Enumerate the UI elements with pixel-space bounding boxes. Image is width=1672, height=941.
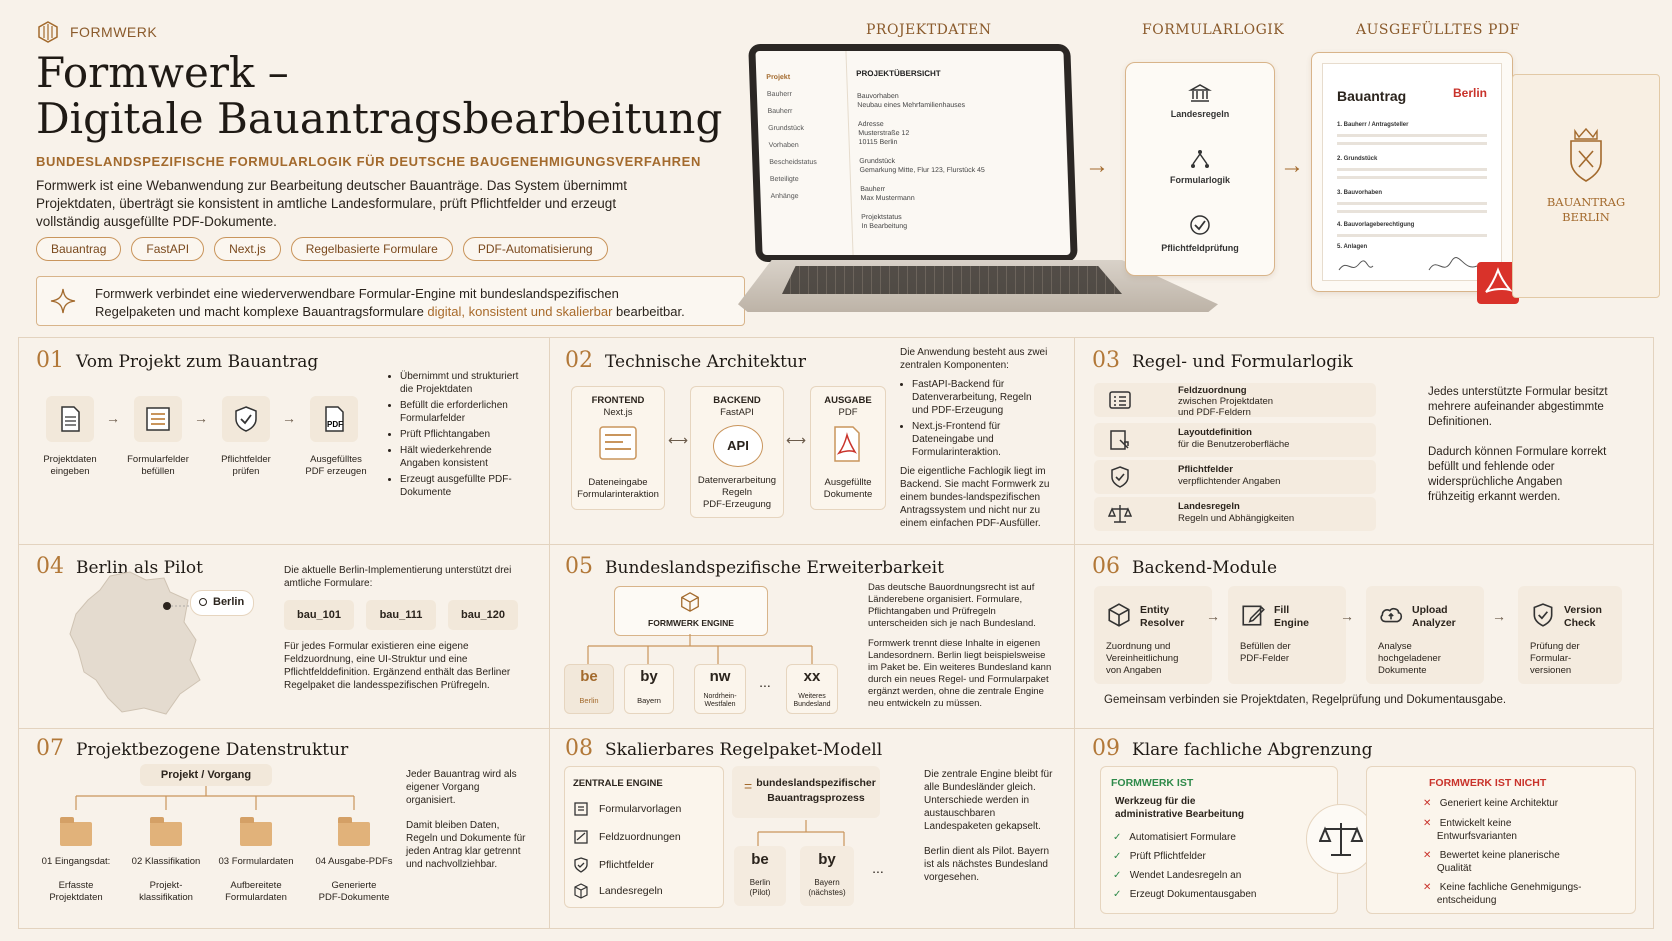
folder-caption: 02 Klassifikation Projekt- klassifikation	[131, 856, 201, 903]
sidebar-item[interactable]: Vorhaben	[768, 142, 799, 149]
more-states-dots: ...	[872, 860, 884, 876]
module-arrow: →	[1340, 608, 1354, 624]
flow-label-projektdaten: PROJEKTDATEN	[866, 22, 992, 38]
cloud-upload-icon	[1378, 602, 1404, 628]
engine-tree-lines	[560, 634, 850, 664]
formwerk-is-box: FORMWERK IST Werkzeug für die administrative Bearbeitung ✓ Automatisiert Formulare ✓ Prüft Pflichtfelder ✓ Wendet Landesregeln an ✓ Erzeugt Dokumentausgaben	[1100, 766, 1338, 914]
pdf-section: 1. Bauherr / Antragsteller	[1337, 122, 1409, 128]
step-icon-box	[310, 396, 358, 442]
module-arrow: →	[1492, 608, 1506, 624]
section-title-09: 09 Klare fachliche Abgrenzung	[1092, 736, 1373, 761]
laptop-keyboard	[782, 266, 1122, 294]
folder-caption: 03 Formulardaten Aufbereitete Formulardaten	[218, 856, 294, 903]
document-icon	[54, 403, 86, 435]
section-title-05: 05 Bundeslandspezifische Erweiterbarkeit	[565, 554, 944, 579]
folder-icon	[60, 822, 92, 846]
module-card-entity-resolver: Entity Resolver Zuordnung und Vereinheitlichung von Angaben	[1094, 586, 1212, 684]
step-icon-box	[46, 396, 94, 442]
section-title-03: 03 Regel- und Formularlogik	[1092, 348, 1353, 373]
laptop-screen	[748, 44, 1078, 262]
sparkle-icon	[49, 287, 77, 315]
logic-item: Pflichtfeldprüfung	[1161, 243, 1239, 253]
signature-icon	[1337, 254, 1487, 276]
svg-text:PDF: PDF	[327, 420, 343, 429]
crest-icon	[1563, 127, 1609, 183]
formwerk-is-not-box: FORMWERK IST NICHT ✕ Generiert keine Architektur ✕ Entwickelt keine Entwurfsvarianten ✕ Bewertet keine planerische Qualität ✕ Keine fachliche Genehmigungs- entscheidung	[1366, 766, 1636, 914]
brand	[36, 20, 157, 44]
sidebar-item[interactable]: Bescheidstatus	[769, 159, 817, 166]
formwerk-logo-icon	[36, 20, 60, 44]
step-icon-box	[222, 396, 270, 442]
pdf-section: 3. Bauvorhaben	[1337, 190, 1383, 196]
sidebar-item[interactable]: Projekt	[766, 74, 791, 81]
step-caption: Formularfelder befüllen	[127, 454, 189, 477]
rule-row: Pflichtfelder verpflichtender Angaben	[1094, 460, 1376, 494]
pdf-icon	[829, 425, 865, 463]
arch-backend-card: BACKEND FastAPI API Datenverarbeitung Regeln PDF-Erzeugung	[690, 386, 784, 518]
flow-arrow: →	[1280, 152, 1304, 179]
state-card-xx: xx Weiteres Bundesland	[786, 664, 838, 714]
germany-map	[60, 570, 208, 718]
cube-icon	[679, 591, 701, 613]
pdf-title: Bauantrag	[1337, 88, 1407, 104]
section-title-08: 08 Skalierbares Regelpaket-Modell	[565, 736, 883, 761]
form-pill[interactable]: bau_120	[448, 600, 518, 630]
form-pill[interactable]: bau_111	[366, 600, 436, 630]
sidebar-item[interactable]: Bauherr	[767, 108, 793, 115]
step-arrow: →	[194, 410, 208, 426]
arch-arrow: ⟷	[786, 432, 807, 448]
module-card-version-check: Version Check Prüfung der Formular- versionen	[1518, 586, 1622, 684]
api-icon: API	[713, 425, 763, 467]
engine-box: FORMWERK ENGINE	[614, 586, 768, 636]
s04-text2: Für jedes Formular existieren eine eigene Feldzuordnung, eine UI-Struktur und eine Pflichtfelddefinition. Ergänzend enthält das Berliner Regelpaket die landesspezifischen Prüfregeln.	[284, 641, 511, 691]
project-overview: PROJEKTÜBERSICHT Bauvorhaben Neubau eines Mehrfamilienhauses Adresse Musterstraße 12 10115 Berlin Grundstück Gemarkung Mitte, Flur 123, Flurstück 45 Bauherr Max Mustermann Projektstatus In Bearbeitung	[856, 69, 986, 230]
form-icon	[142, 403, 174, 435]
edit-icon	[1240, 602, 1266, 628]
cube-icon	[1106, 602, 1132, 628]
section-title-04: 04 Berlin als Pilot	[36, 554, 203, 579]
berlin-seal	[1512, 74, 1660, 298]
folder-caption: 04 Ausgabe-PDFs Generierte PDF-Dokumente	[315, 856, 393, 903]
layout-icon	[1108, 428, 1132, 452]
folder-icon	[338, 822, 370, 846]
module-card-upload-analyzer: Upload Analyzer Analyse hochgeladener Dokumente	[1366, 586, 1484, 684]
s04-text1: Die aktuelle Berlin-Implementierung unterstützt drei amtliche Formulare:	[284, 565, 512, 589]
s07-text: Jeder Bauantrag wird als eigener Vorgang organisiert. Damit bleiben Daten, Regeln und Dokumente für jeden Antrag klar getrennt und nachvollziehbar.	[406, 769, 526, 870]
sidebar-item[interactable]: Grundstück	[768, 125, 805, 132]
step-caption: Pflichtfelder prüfen	[221, 454, 271, 477]
flow-arrow: →	[1085, 152, 1109, 179]
step-arrow: →	[282, 410, 296, 426]
scale-icon	[1108, 502, 1132, 526]
berlin-marker: Berlin	[190, 590, 254, 616]
arch-output-card: AUSGABE PDF Ausgefüllte Dokumente	[810, 386, 886, 510]
tag[interactable]: FastAPI	[131, 237, 204, 261]
page-subtitle: BUNDESLANDSPEZIFISCHE FORMULARLOGIK FÜR DEUTSCHE BAUGENEHMIGUNGSVERFAHREN	[36, 154, 701, 169]
folder-icon	[150, 822, 182, 846]
callout-text: Formwerk verbindet eine wiederverwendbare Formular-Engine mit bundeslandspezifischen Regelpaketen und macht komplexe Bauantragsformulare digital, konsistent und skalierbar bearbeitbar.	[95, 286, 685, 319]
tag-list	[36, 237, 608, 261]
branch-icon	[1188, 147, 1212, 171]
logic-item: Formularlogik	[1169, 175, 1230, 185]
tag[interactable]: Bauantrag	[36, 237, 121, 261]
folder-caption: 01 Eingangsdat: Erfasste Projektdaten	[41, 856, 111, 903]
callout-box	[36, 276, 745, 326]
rule-row: Feldzuordnung zwischen Projektdaten und PDF-Feldern	[1094, 383, 1376, 417]
step-arrow: →	[106, 410, 120, 426]
form-icon	[573, 829, 589, 845]
s06-footer: Gemeinsam verbinden sie Projektdaten, Regelprüfung und Dokumentausgabe.	[1104, 694, 1507, 706]
s05-text: Das deutsche Bauordnungsrecht ist auf Länderebene organisiert. Formulare, Pflichtangaben und Prüfregeln unterscheiden sich je nach Bundesland. Formwerk trennt diese Inhalte in eigenen Landesordnern. Berlin liegt beispielsweise im Paket be. Ein weiteres Bundesland kann durch ein neues Regel- und Formularpaket ergänzt werden, ohne die zentrale Engine neu entwickeln zu müssen.	[868, 582, 1052, 709]
module-arrow: →	[1206, 608, 1220, 624]
pdf-section: 5. Anlagen	[1337, 244, 1368, 250]
shield-check-icon	[573, 857, 589, 873]
state-card-be: be Berlin	[564, 664, 614, 714]
shield-check-icon	[1530, 602, 1556, 628]
bank-icon	[1188, 81, 1212, 105]
module-card-fill-engine: Fill Engine Befüllen der PDF-Felder	[1228, 586, 1346, 684]
form-pill[interactable]: bau_101	[284, 600, 354, 630]
state-card-by: by Bayern	[624, 664, 674, 714]
flow-label-formularlogik: FORMULARLOGIK	[1142, 22, 1285, 38]
logic-card	[1125, 62, 1275, 276]
tag[interactable]: PDF-Automatisierung	[463, 237, 608, 261]
rule-row: Landesregeln Regeln und Abhängigkeiten	[1094, 497, 1376, 531]
seal-text: BAUANTRAG BERLIN	[1546, 195, 1626, 224]
intro-text: Formwerk ist eine Webanwendung zur Bearbeitung deutscher Bauanträge. Das System übernimmt Projektdaten, überträgt sie konsistent in amtliche Landesformulare, prüft Pflichtfelder und erzeugt vollständig ausgefüllte PDF-Dokumente.	[36, 178, 628, 229]
scale-icon	[1319, 817, 1363, 861]
brand-name: FORMWERK	[70, 24, 158, 40]
section-title-06: 06 Backend-Module	[1092, 554, 1278, 579]
sidebar-item[interactable]: Anhänge	[770, 193, 799, 200]
sidebar-item[interactable]: Beteiligte	[769, 176, 799, 183]
shield-check-icon	[230, 403, 262, 435]
layout-icon	[1108, 388, 1132, 412]
app-sidebar	[755, 51, 853, 255]
arch-arrow: ⟷	[668, 432, 689, 448]
pdf-icon	[318, 403, 350, 435]
s02-text: Die Anwendung besteht aus zwei zentralen Komponenten: • FastAPI-Backend für Datenverarbeitung, Regeln und PDF-Erzeugung • Next.js-Frontend für Dateneingabe und Formularinteraktion. Die eigentliche Fachlogik liegt im Backend. Sie macht Formwerk zu einem bundes-landspezifischen Antragssystem und nicht nur zu einem einfachen PDF-Ausfüller.	[900, 346, 1050, 530]
layout-icon	[573, 801, 589, 817]
more-states-dots: ...	[759, 674, 771, 690]
check-circle-icon	[1188, 213, 1212, 237]
s08-text: Die zentrale Engine bleibt für alle Bundesländer gleich. Unterschiede werden in austauschbaren Landespaketen gekapselt. Berlin dient als Pilot. Bayern ist als nächstes Bundesland vorgesehen.	[924, 769, 1053, 883]
page-title: Formwerk – Digitale Bauantragsbearbeitung	[36, 48, 723, 143]
project-root: Projekt / Vorgang	[140, 764, 272, 786]
shield-check-icon	[1108, 465, 1132, 489]
cube-icon	[573, 883, 589, 899]
core-engine-box: ZENTRALE ENGINE Formularvorlagen Feldzuordnungen Pflichtfelder Landesregeln	[564, 766, 724, 908]
pdf-city: Berlin	[1452, 86, 1487, 100]
step-icon-box	[134, 396, 182, 442]
state-package-box: = bundeslandspezifischer Bauantragsprozess	[732, 766, 880, 818]
folder-tree-lines	[60, 786, 380, 810]
folder-icon	[240, 822, 272, 846]
tag[interactable]: Regelbasierte Formulare	[291, 237, 453, 261]
s01-bullets: • Übernimmt und strukturiert die Projektdaten • Befüllt die erforderlichen Formularfelder • Prüft Pflichtangaben • Hält wiederkehrende Angaben konsistent • Erzeugt ausgefüllte PDF-Dokumente	[388, 370, 528, 502]
section-title-07: 07 Projektbezogene Datenstruktur	[36, 736, 349, 761]
package-tree-lines	[740, 820, 880, 846]
rule-row: Layoutdefinition für die Benutzeroberfläche	[1094, 423, 1376, 457]
state-card-nw: nw Nordrhein-Westfalen	[694, 664, 746, 714]
s03-text: Jedes unterstützte Formular besitzt mehrere aufeinander abgestimmte Definitionen. Dadurch können Formulare korrekt befüllt und fehlende oder widersprüchliche Angaben frühzeitig erkannt werden.	[1428, 386, 1608, 503]
section-title-01: 01 Vom Projekt zum Bauantrag	[36, 348, 319, 373]
columns-icon	[598, 425, 638, 461]
pdf-section: 2. Grundstück	[1337, 156, 1378, 162]
filled-pdf-preview	[1311, 52, 1513, 292]
arch-frontend-card: FRONTEND Next.js Dateneingabe Formularinteraktion	[571, 386, 665, 510]
section-title-02: 02 Technische Architektur	[565, 348, 807, 373]
logic-item: Landesregeln	[1170, 109, 1230, 119]
pdf-section: 4. Bauvorlageberechtigung	[1337, 222, 1415, 228]
step-caption: Projektdaten eingeben	[43, 454, 97, 477]
state-card-be: be Berlin (Pilot)	[734, 846, 786, 906]
state-card-by: by Bayern (nächstes)	[800, 846, 854, 906]
sidebar-item[interactable]: Bauherr	[766, 91, 792, 98]
step-caption: Ausgefülltes PDF erzeugen	[305, 454, 367, 477]
tag[interactable]: Next.js	[214, 237, 281, 261]
flow-label-pdf: AUSGEFÜLLTES PDF	[1356, 22, 1520, 38]
